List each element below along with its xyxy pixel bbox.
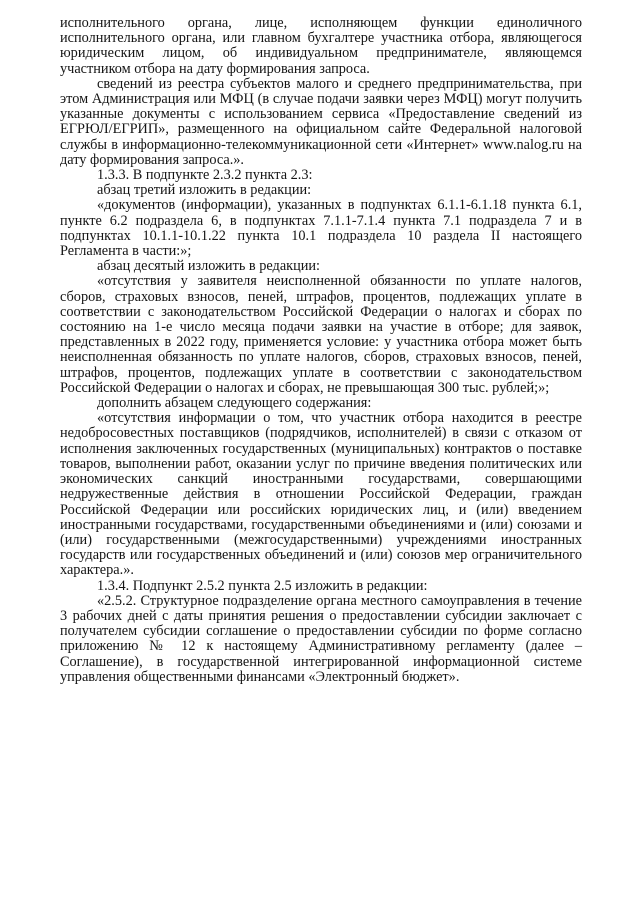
paragraph-third-abzac: абзац третий изложить в редакции: <box>97 182 312 199</box>
paragraph-section-1-3-4: 1.3.4. Подпункт 2.5.2 пункта 2.5 изложить в редакции: <box>97 577 428 594</box>
paragraph-2-5-2: «2.5.2. Структурное подразделение органа местного самоуправления в течение 3 рабочих дней с даты принятия решения о предоставлении субсидии заключает с получателем субсидии соглашение о предоставлении субсидии по форме согласно приложению № 12 к настоящему Административному регламенту (далее – Соглашение), в государственной интегрированной информационной системе управления общественными финансами «Электронный бюджет». <box>60 592 582 685</box>
paragraph-smsp-registry: сведений из реестра субъектов малого и среднего предпринимательства, при этом Администрация или МФЦ (в случае подачи заявки через МФЦ) могут получить указанные документы с использованием сервиса «Предоставление сведений из ЕГРЮЛ/ЕГРИП», размещенного на официальном сайте Федеральной налоговой службы в информационно-телекоммуникационной сети «Интернет» www.nalog.ru на дату формирования запроса.». <box>60 75 582 168</box>
paragraph-documents-list: «документов (информации), указанных в подпунктах 6.1.1-6.1.18 пункта 6.1, пункте 6.2 подраздела 6, в подпунктах 7.1.1-7.1.4 пункта 7.1 подраздела 7 и в подпунктах 10.1.1-10.1.22 пункта 10.1 подраздела 10 раздела II настоящего Регламента в части:»; <box>60 197 582 260</box>
paragraph-continuation: исполнительного органа, лице, исполняющем функции единоличного исполнительного органа, или главном бухгалтере участника отбора, являющегося юридическим лицом, об индивидуальном предпринимателе, являющемся участником отбора на дату формирования запроса. <box>60 15 582 77</box>
paragraph-add-abzac: дополнить абзацем следующего содержания: <box>97 395 372 412</box>
paragraph-unscrupulous-suppliers: «отсутствия информации о том, что участник отбора находится в реестре недобросовестных поставщиков (подрядчиков, исполнителей) в связи с отказом от исполнения заключенных государственных (муниципальных) контрактов о поставке товаров, выполнении работ, оказании услуг по причине введения политических или экономических санкций иностранными государствами, совершающими недружественные действия в отношении Российской Федерации, граждан Российской Федерации или российских юридических лиц, и (или) введением иностранными государствами, государственными объединениями и (или) союзами и (или) государственными (межгосударственными) учреждениями иностранных государств или государственных объединений и (или) союзов мер ограничительного характера.». <box>60 410 582 579</box>
paragraph-tenth-abzac: абзац десятый изложить в редакции: <box>97 258 321 275</box>
paragraph-section-1-3-3: 1.3.3. В подпункте 2.3.2 пункта 2.3: <box>97 167 313 184</box>
paragraph-tax-obligations: «отсутствия у заявителя неисполненной обязанности по уплате налогов, сборов, страховых взносов, пеней, штрафов, процентов, подлежащих уплате в соответствии с законодательством Российской Федерации о налогах и сборах по состоянию на 1-е число месяца подачи заявки на участие в отборе; для заявок, представленных в 2022 году, применяется условие: у участника отбора может быть неисполненная обязанность по уплате налогов, сборов, страховых взносов, пеней, штрафов, процентов, подлежащих уплате в соответствии с законодательством Российской Федерации о налогах и сборах, не превышающая 300 тыс. рублей;»; <box>60 273 582 396</box>
